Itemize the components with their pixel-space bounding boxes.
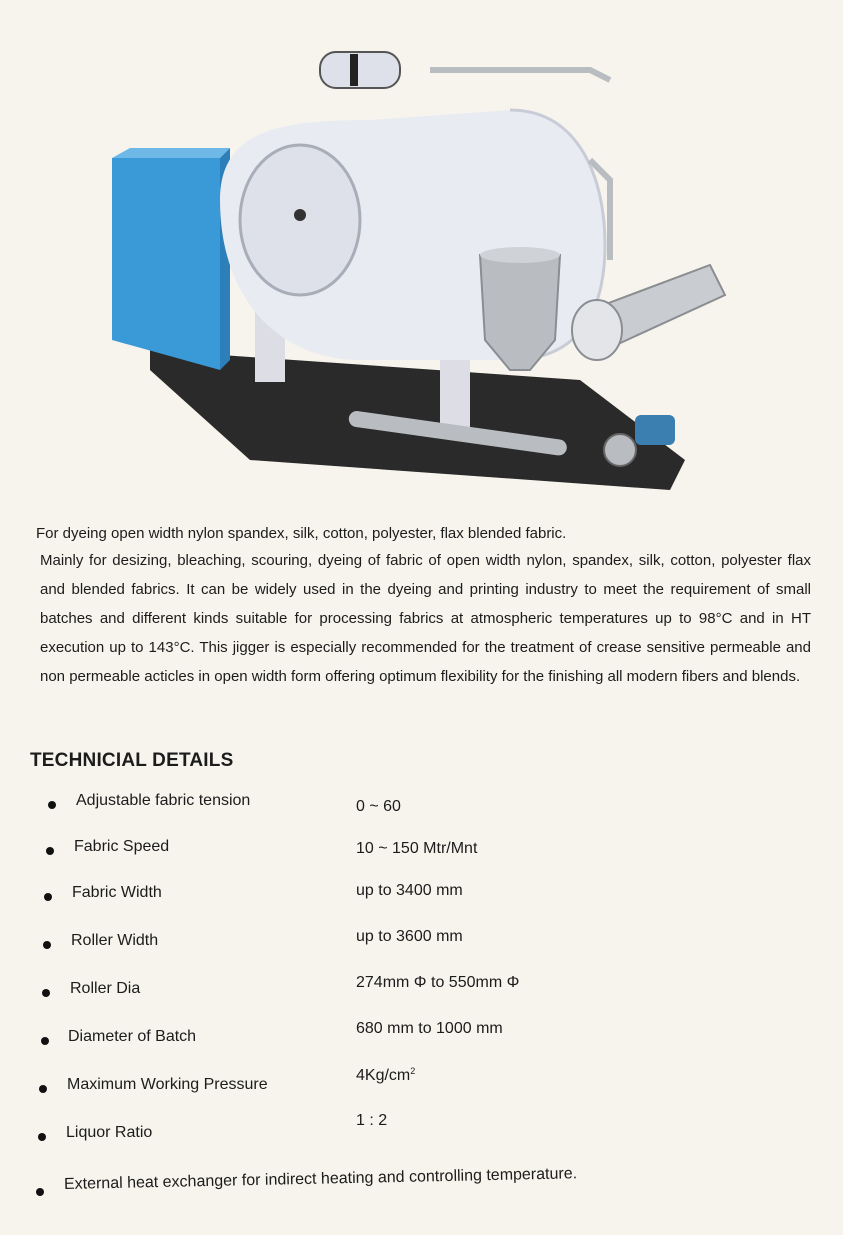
spec-label: Maximum Working Pressure [67, 1076, 268, 1093]
final-note: External heat exchanger for indirect heating and controlling temperature. [63, 1165, 578, 1193]
bullet-icon [36, 1188, 44, 1196]
spec-row [0, 1112, 843, 1152]
spec-value-text: 4Kg/cm [356, 1067, 411, 1084]
bullet-icon [38, 1133, 46, 1141]
spec-value: 274mm Φ to 550mm Φ [356, 974, 520, 991]
section-heading: TECHNICIAL DETAILS [30, 750, 234, 771]
spec-row [0, 790, 843, 820]
bullet-icon [43, 941, 51, 949]
bullet-icon [48, 801, 56, 809]
spec-value: 0 ~ 60 [356, 798, 401, 815]
bullet-icon [44, 893, 52, 901]
spec-value: 1 : 2 [356, 1112, 388, 1129]
intro-description: Mainly for desizing, bleaching, scouring, dyeing of fabric of open width nylon, spandex, silk, cotton, polyester flax and blended fabrics. It can be widely used in the dyeing and printing industry to meet the requirement of small batches and different kinds suitable for processing fabrics at atmospheric temperatures up to 98°C and in HT execution up to 143°C. This jigger is especially recommended for the treatment of crease sensitive permeable and non permeable acticles in open width form offering optimum flexibility for the finishing all modern fibers and blends. [40, 552, 811, 685]
spec-value: 680 mm to 1000 mm [356, 1020, 503, 1037]
spec-label: Roller Dia [70, 980, 141, 997]
spec-row [0, 1020, 843, 1056]
spec-value: up to 3400 mm [356, 882, 463, 899]
spec-value-superscript: 2 [410, 1066, 416, 1076]
bullet-icon [46, 847, 54, 855]
spec-label: Fabric Width [72, 884, 162, 901]
machine-illustration [110, 40, 730, 500]
bullet-icon [39, 1085, 47, 1093]
spec-value: 10 ~ 150 Mtr/Mnt [356, 840, 478, 857]
bullet-icon [42, 989, 50, 997]
spec-label: Adjustable fabric tension [76, 792, 251, 809]
spec-row [0, 930, 843, 960]
spec-row [0, 836, 843, 866]
bullet-icon [41, 1037, 49, 1045]
spec-label: Fabric Speed [74, 838, 170, 855]
spec-label: Liquor Ratio [66, 1124, 153, 1141]
spec-row [0, 882, 843, 912]
spec-row [0, 1066, 843, 1104]
jigger-machine-image [110, 40, 730, 500]
intro-section [36, 524, 811, 691]
spec-value [356, 1066, 415, 1085]
intro-lead: For dyeing open width nylon spandex, silk, cotton, polyester, flax blended fabric. [36, 525, 567, 542]
spec-label: Diameter of Batch [68, 1028, 197, 1045]
spec-row [0, 974, 843, 1008]
spec-label: Roller Width [71, 932, 159, 949]
spec-value: up to 3600 mm [356, 928, 463, 945]
